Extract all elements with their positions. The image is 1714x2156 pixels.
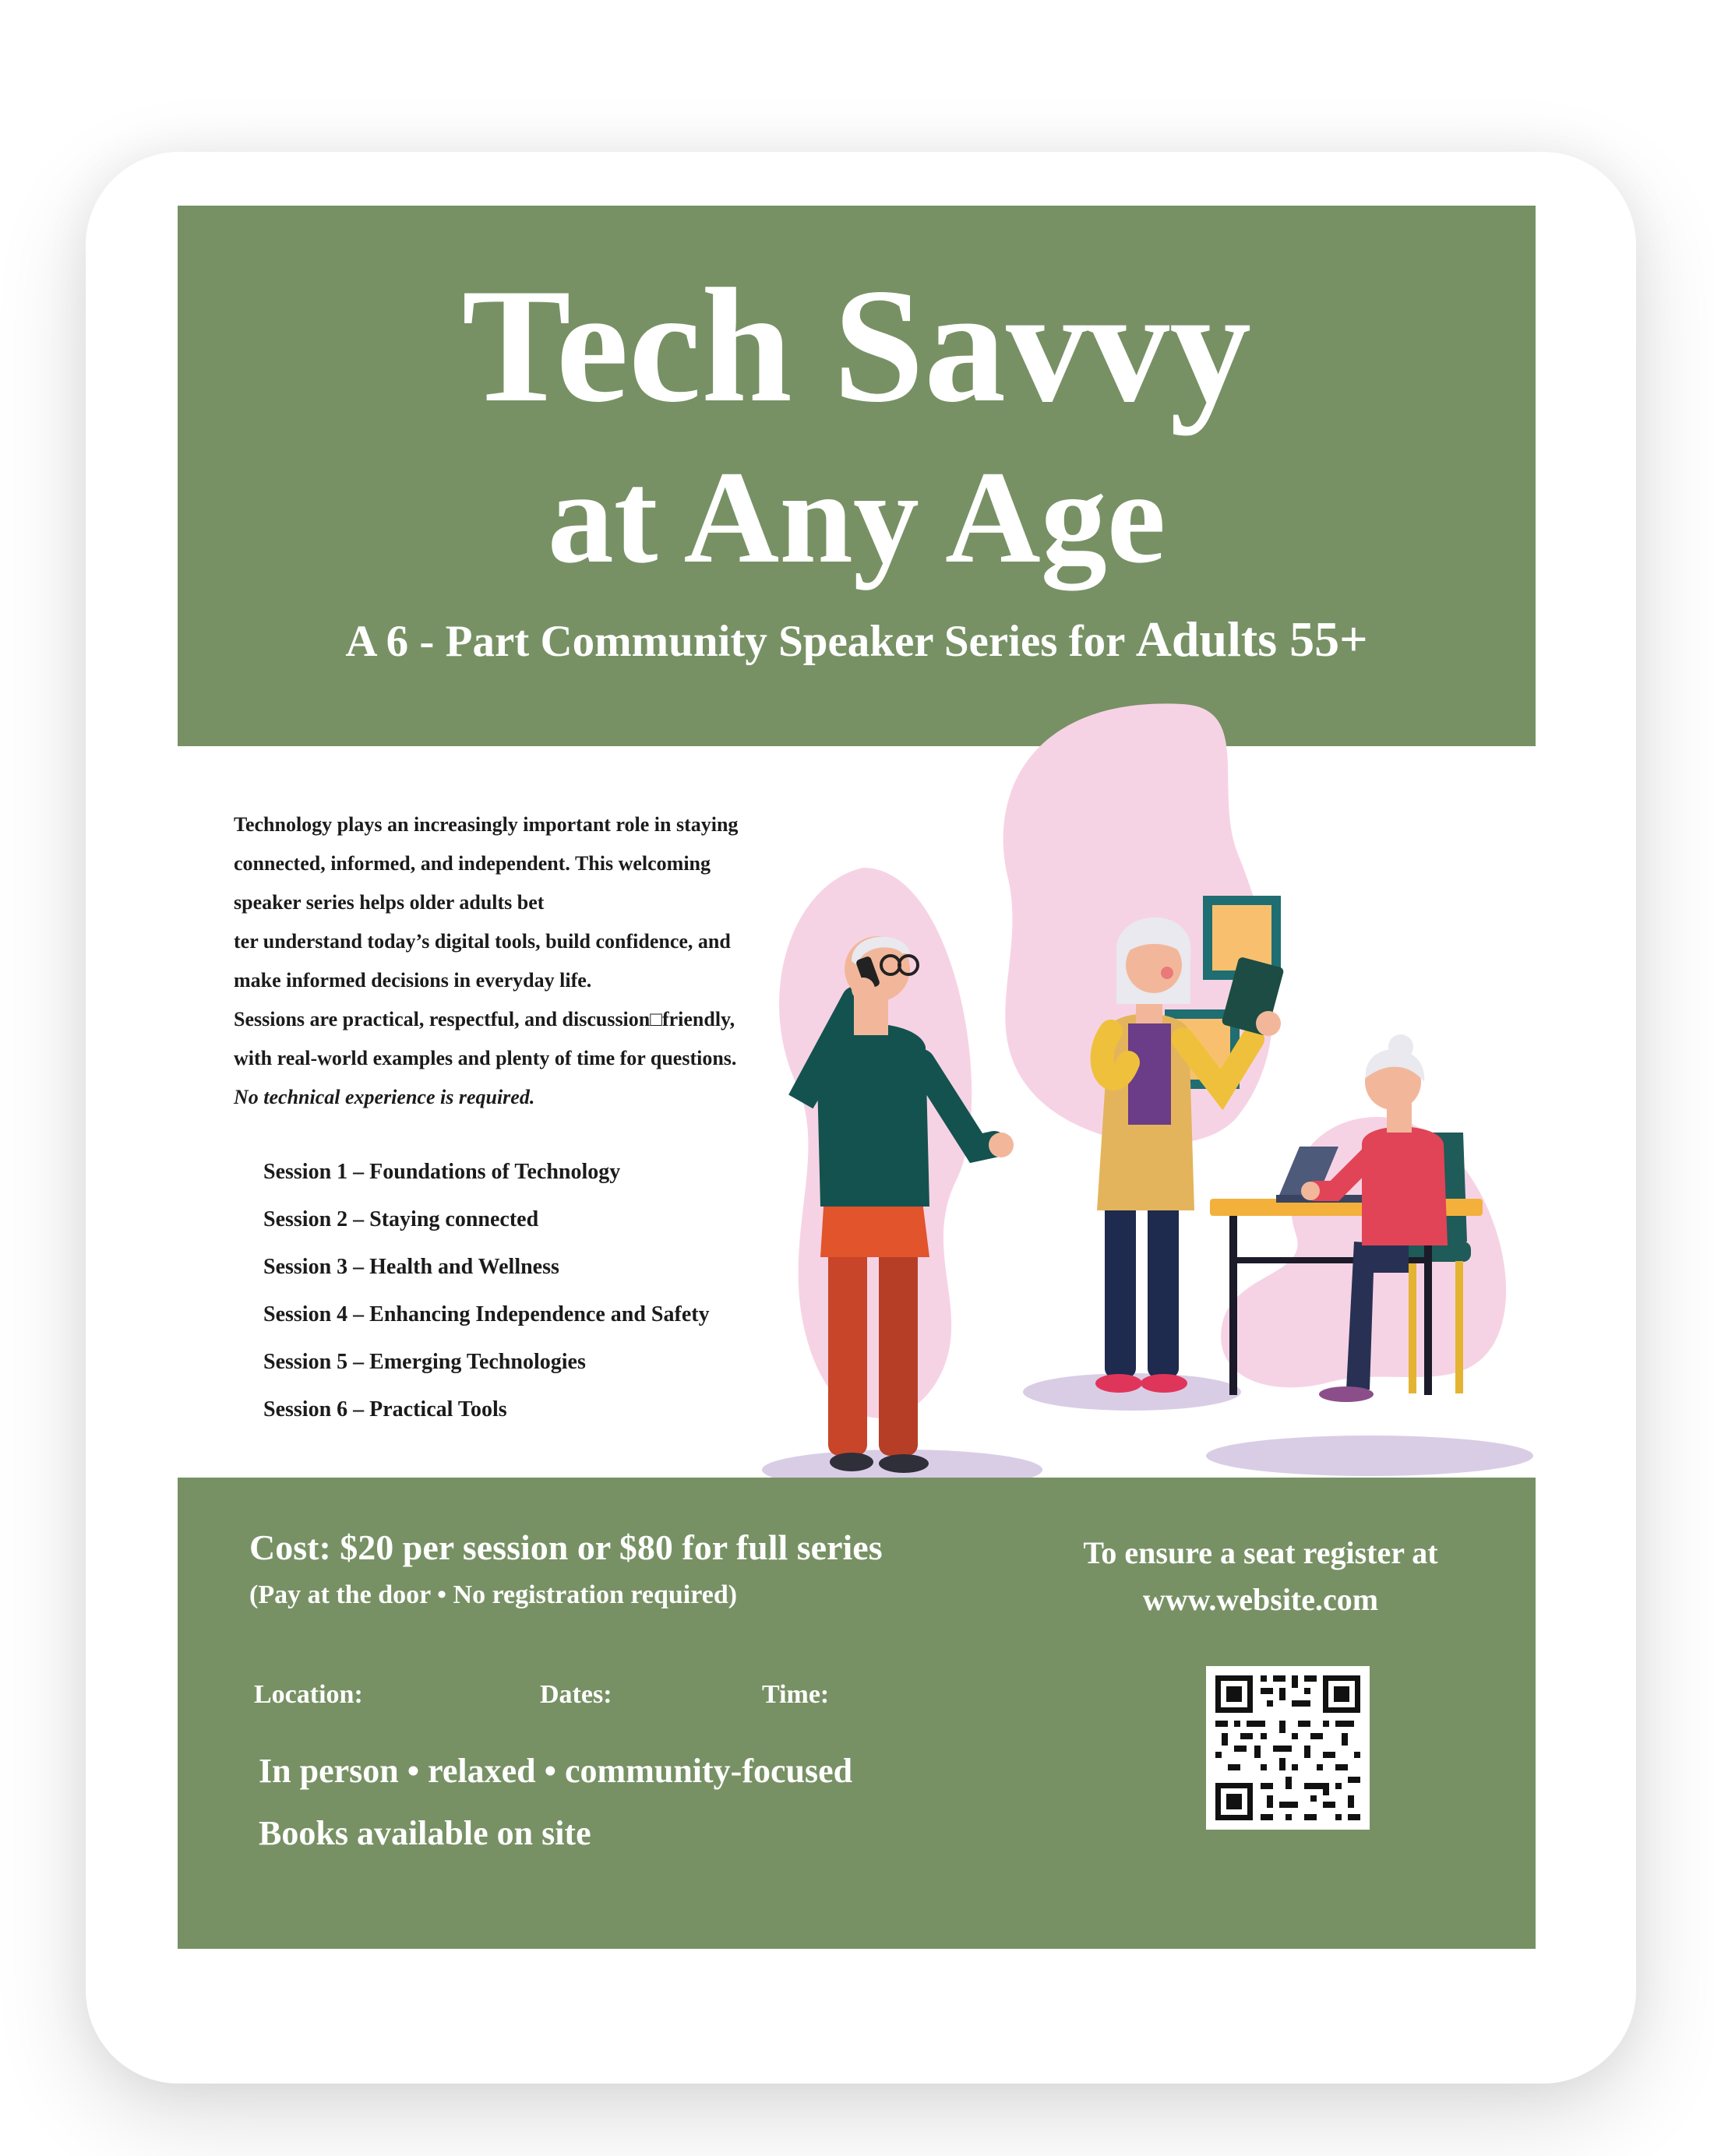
dates-label: Dates: — [540, 1680, 612, 1709]
session-item: Session 1 – Foundations of Technology — [263, 1160, 621, 1184]
title-line-1: Tech Savvy — [461, 255, 1252, 436]
blob-highlight — [958, 1374, 979, 1436]
time-label: Time: — [762, 1680, 830, 1709]
title-line-2: at Any Age — [547, 444, 1166, 590]
subtitle-audience: Adults 55+ — [1135, 611, 1368, 667]
register-info — [1027, 1530, 1494, 1623]
intro-line: ter understand today’s digital tools, build confidence, and — [234, 930, 731, 953]
books-note: Books available on site — [259, 1814, 591, 1852]
floor-shadow — [1206, 1436, 1533, 1476]
intro-line: with real-world examples and plenty of time for questions. — [234, 1047, 737, 1069]
qr-code[interactable] — [1206, 1666, 1370, 1830]
session-item: Session 4 – Enhancing Independence and Safety — [263, 1302, 710, 1326]
session-item: Session 2 – Staying connected — [263, 1207, 539, 1231]
location-label: Location: — [254, 1680, 363, 1709]
session-item: Session 5 – Emerging Technologies — [263, 1350, 586, 1374]
blob-highlight — [1492, 1043, 1504, 1059]
intro-line: Technology plays an increasingly important role in staying — [234, 813, 739, 836]
cost-note: (Pay at the door • No registration required) — [249, 1580, 738, 1609]
seniors-illustration — [723, 696, 1536, 1478]
register-text: To ensure a seat register at — [1083, 1535, 1438, 1570]
website-link[interactable]: www.website.com — [1142, 1582, 1379, 1617]
session-item: Session 3 – Health and Wellness — [263, 1255, 559, 1279]
cost-text: Cost: $20 per session or $80 for full series — [249, 1527, 883, 1567]
intro-line: make informed decisions in everyday life. — [234, 969, 592, 992]
blob-highlight — [1493, 999, 1511, 1040]
subtitle — [178, 612, 1536, 669]
subtitle-main: A 6 - Part Community Speaker Series for — [345, 617, 1136, 666]
intro-line: connected, informed, and independent. This welcoming — [234, 852, 711, 875]
intro-line: speaker series helps older adults bet — [234, 891, 545, 914]
intro-line: Sessions are practical, respectful, and discussion□friendly, — [234, 1008, 735, 1030]
intro-note: No technical experience is required. — [234, 1086, 535, 1108]
flyer-poster — [178, 206, 1536, 1949]
tagline: In person • relaxed • community-focused — [259, 1752, 853, 1790]
session-item: Session 6 – Practical Tools — [263, 1397, 507, 1421]
intro-text — [234, 805, 748, 1117]
